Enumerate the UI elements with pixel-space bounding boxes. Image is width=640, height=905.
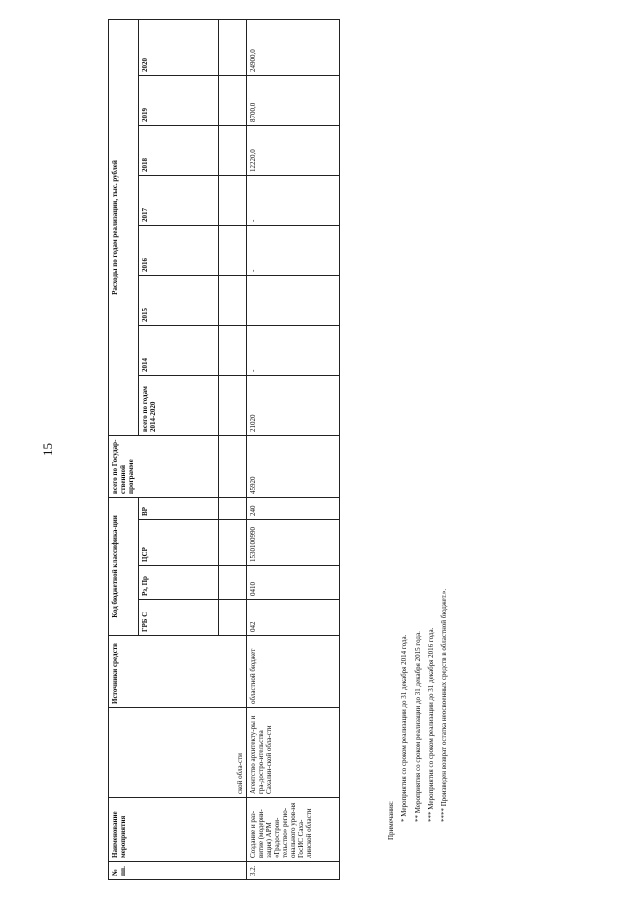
header-year: 2015 xyxy=(139,275,219,325)
row-year-value: - xyxy=(247,225,340,275)
header-sources: Источники средств xyxy=(109,636,247,708)
page-number: 15 xyxy=(40,443,55,456)
notes-title: Примечания: xyxy=(387,801,395,840)
row-csr: 1530100990 xyxy=(247,520,340,566)
table-row xyxy=(247,19,340,879)
empty-cell xyxy=(219,125,247,175)
empty-cell xyxy=(219,497,247,519)
budget-table-wrapper xyxy=(108,20,340,880)
empty-cell xyxy=(219,225,247,275)
header-budget-code: Код бюджетной классифика-ции xyxy=(109,497,139,635)
note-item: ** Мероприятия со сроком реализации до 31 декабря 2015 года. xyxy=(413,631,422,822)
row-source: областной бюджет xyxy=(247,636,340,708)
header-csr: ЦСР xyxy=(139,520,219,566)
header-name: Наименование мероприятия xyxy=(109,798,247,862)
header-year: 2020 xyxy=(139,19,219,75)
row-year-value: 12220,0 xyxy=(247,125,340,175)
row-year-value: - xyxy=(247,175,340,225)
header-num: № пп. xyxy=(109,862,247,880)
empty-cell xyxy=(219,375,247,435)
row-year-value: 24900,0 xyxy=(247,19,340,75)
row-num: 3.2. xyxy=(247,862,340,880)
note-item: *** Мероприятия со сроком реализации до 31 декабря 2016 года. xyxy=(426,627,435,822)
row-total-program: 45920 xyxy=(247,435,340,497)
note-item: * Мероприятия со сроком реализации до 31 декабря 2014 года. xyxy=(400,634,409,822)
row-total-years: 21020 xyxy=(247,375,340,435)
header-vr: ВР xyxy=(139,497,219,519)
header-year: 2017 xyxy=(139,175,219,225)
header-year: 2018 xyxy=(139,125,219,175)
row-grbs: 042 xyxy=(247,600,340,636)
row-executor: Агентство архитекту-ры и гра-достро-ительства Сахалин-ской обла-сти xyxy=(247,708,340,798)
row-vr: 240 xyxy=(247,497,340,519)
empty-cell xyxy=(219,175,247,225)
header-total-program: всего по Государ-ственной программе xyxy=(109,435,219,497)
row-year-value xyxy=(247,275,340,325)
header-grbs: ГРБ С xyxy=(139,600,219,636)
row-rzpr: 0410 xyxy=(247,566,340,600)
row-name: Создание и раз-витие (модерни-зация) АРМ «Градострои-тельство» регио-онального уров-ня ГосИС Саха-линской области xyxy=(247,798,340,862)
budget-table xyxy=(108,19,340,880)
header-total-years: всего по годам 2014-2020 xyxy=(139,375,219,435)
empty-cell xyxy=(219,600,247,636)
empty-cell xyxy=(219,275,247,325)
header-year: 2016 xyxy=(139,225,219,275)
notes xyxy=(385,340,451,840)
empty-cell xyxy=(219,520,247,566)
empty-cell xyxy=(219,19,247,75)
empty-cell xyxy=(219,325,247,375)
empty-cell xyxy=(219,566,247,600)
empty-cell xyxy=(219,435,247,497)
note-item: **** Произведен возврат остатка неосвоенных средств в областной бюджет.». xyxy=(440,588,449,822)
header-year: 2019 xyxy=(139,75,219,125)
header-expenses: Расходы по годам реализации, тыс. рублей xyxy=(109,19,139,435)
header-year: 2014 xyxy=(139,325,219,375)
header-name-continuation: ской обла-сти xyxy=(109,708,247,798)
row-year-value: 8700,0 xyxy=(247,75,340,125)
header-rzpr: Рз, Пр xyxy=(139,566,219,600)
empty-cell xyxy=(219,75,247,125)
row-year-value: - xyxy=(247,325,340,375)
